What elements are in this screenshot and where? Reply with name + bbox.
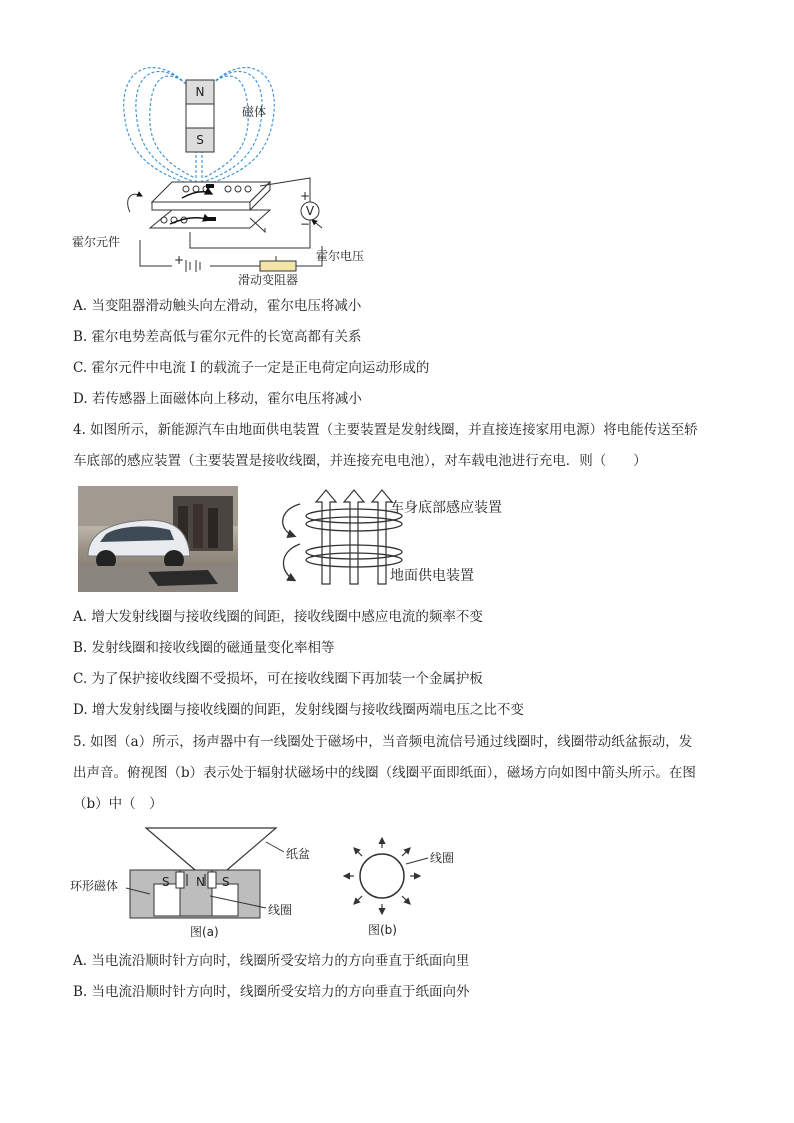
svg-text:V: V xyxy=(305,204,315,218)
speaker-figure-b xyxy=(340,834,480,942)
q5-stem-line1: 5. 如图（a）所示，扬声器中有一线圈处于磁场中，当音频电流信号通过线圈时，线圈带动纸盆振动，发 xyxy=(73,734,693,750)
paper-cone xyxy=(146,828,276,876)
hall-element xyxy=(150,182,270,228)
speaker-figure-a xyxy=(70,824,330,942)
hall-voltage-label: 霍尔电压 xyxy=(316,249,365,263)
magnet-label: 磁体 xyxy=(242,105,267,119)
pole-s: S xyxy=(196,133,204,147)
caption-b: 图(b) xyxy=(368,923,397,937)
svg-text:N: N xyxy=(196,875,205,889)
cone-label: 纸盆 xyxy=(286,847,311,861)
q3-option-d: D. 若传感器上面磁体向上移动，霍尔电压将减小 xyxy=(73,391,362,407)
svg-text:−: − xyxy=(300,217,311,231)
svg-text:S: S xyxy=(222,875,230,889)
rheostat xyxy=(260,261,296,271)
q5-option-b: B. 当电流沿顺时针方向时，线圈所受安培力的方向垂直于纸面向外 xyxy=(73,984,470,1000)
receive-device-label: 车身底部感应装置 xyxy=(390,500,502,516)
q4-option-a: A. 增大发射线圈与接收线圈的间距，接收线圈中感应电流的频率不变 xyxy=(73,609,483,625)
q5-stem-line3: （b）中（ ） xyxy=(73,796,163,812)
q4-option-c: C. 为了保护接收线圈不受损坏，可在接收线圈下再加装一个金属护板 xyxy=(73,671,483,687)
q5-stem-line2: 出声音。俯视图（b）表示处于辐射状磁场中的线圈（线圈平面即纸面），磁场方向如图中箭头所示。在图 xyxy=(73,765,696,781)
hall-element-label: 霍尔元件 xyxy=(72,235,121,249)
coil-label-b: 线圈 xyxy=(430,851,455,865)
q3-option-c: C. 霍尔元件中电流 I 的载流子一定是正电荷定向运动形成的 xyxy=(73,360,430,376)
rheostat-label: 滑动变阻器 xyxy=(238,273,299,287)
battery xyxy=(186,260,200,272)
car-charging-photo xyxy=(78,486,238,592)
svg-text:+: + xyxy=(174,253,185,267)
coil-top-view xyxy=(360,854,404,898)
q4-stem-line1: 4. 如图所示，新能源汽车由地面供电装置（主要装置是发射线圈，并直接连接家用电源）将电能传送至轿 xyxy=(73,422,698,438)
coil-diagram xyxy=(278,486,538,590)
q3-option-a: A. 当变阻器滑动触头向左滑动，霍尔电压将减小 xyxy=(73,298,362,314)
bar-magnet xyxy=(186,80,214,152)
pole-n: N xyxy=(195,85,205,99)
q4-option-d: D. 增大发射线圈与接收线圈的间距，发射线圈与接收线圈两端电压之比不变 xyxy=(73,702,524,718)
ground-device-label: 地面供电装置 xyxy=(390,568,474,584)
q3-option-b: B. 霍尔电势差高低与霍尔元件的长宽高都有关系 xyxy=(73,329,362,345)
hall-sensor-figure xyxy=(72,60,365,292)
caption-a: 图(a) xyxy=(190,925,219,939)
svg-text:S: S xyxy=(162,875,170,889)
coil-label-a: 线圈 xyxy=(268,903,293,917)
svg-text:+: + xyxy=(300,189,311,203)
q4-option-b: B. 发射线圈和接收线圈的磁通量变化率相等 xyxy=(73,640,335,656)
ring-magnet-label: 环形磁体 xyxy=(70,879,119,893)
q5-option-a: A. 当电流沿顺时针方向时，线圈所受安培力的方向垂直于纸面向里 xyxy=(73,953,470,969)
q4-stem-line2: 车底部的感应装置（主要装置是接收线圈，并连接充电电池），对车载电池进行充电．则（ ） xyxy=(73,453,647,469)
